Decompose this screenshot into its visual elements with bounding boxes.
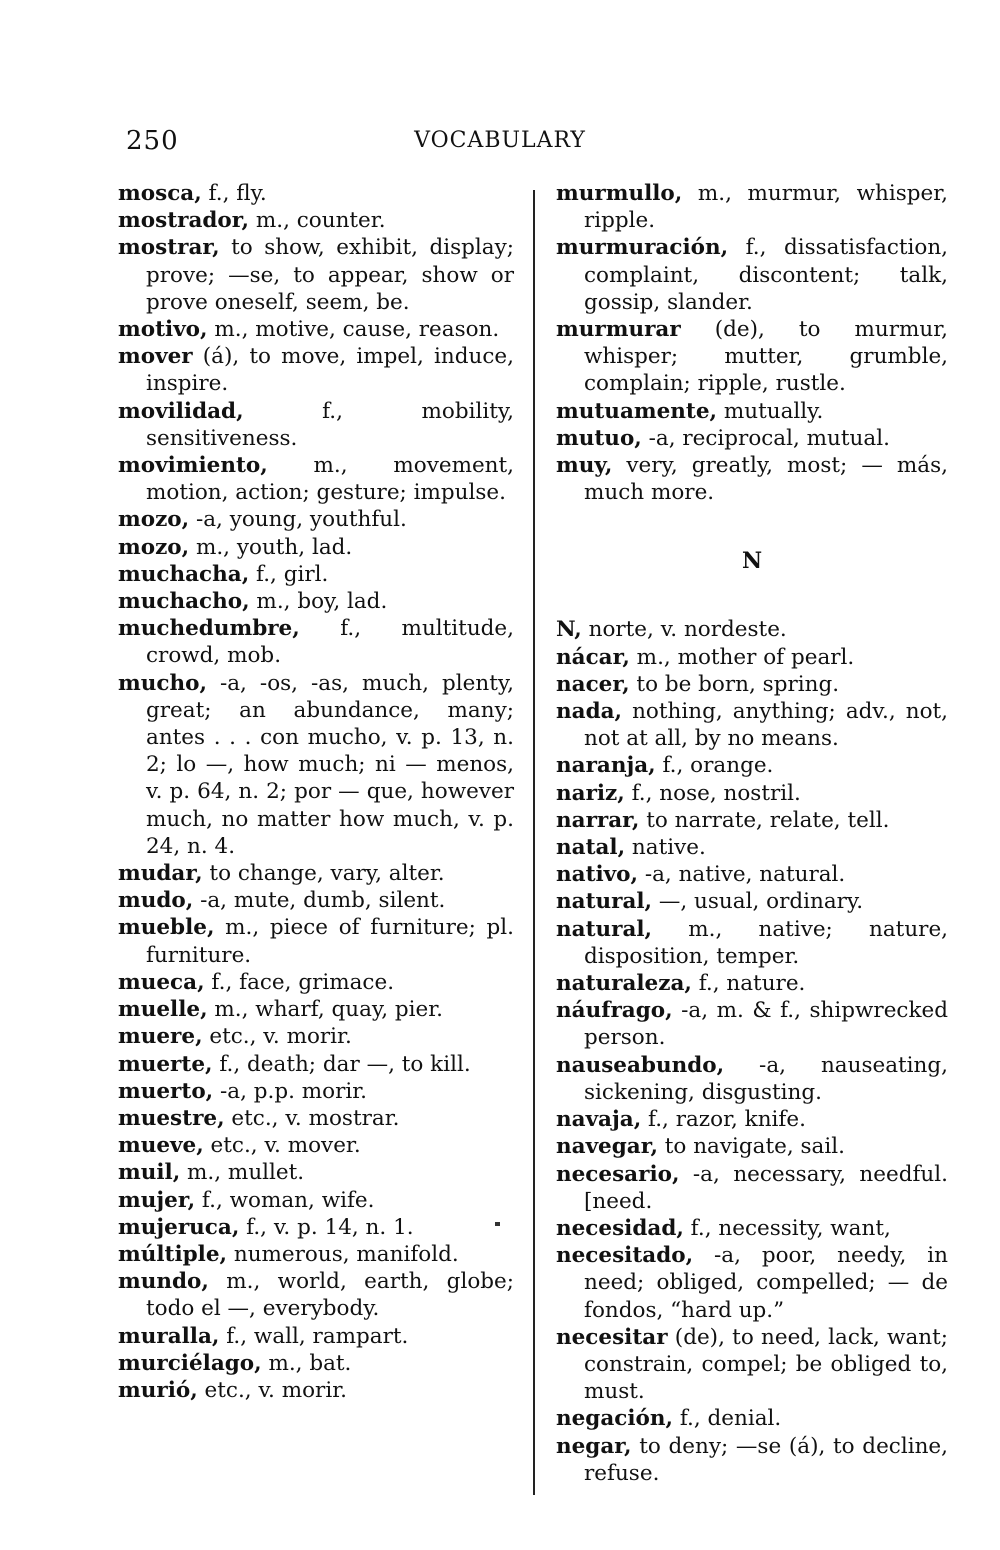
entry-definition: f., wall, rampart. [219, 1323, 409, 1349]
entry-headword: movilidad, [118, 398, 244, 424]
entry-definition: f., mobility, sensitiveness. [146, 398, 514, 451]
entry-definition: f., face, grimace. [204, 969, 395, 995]
entry-definition: f., nature. [691, 971, 806, 997]
dictionary-entry [556, 698, 948, 752]
entry-headword: mutuo, [556, 425, 642, 451]
entry-headword: navaja, [556, 1107, 642, 1133]
entry-definition: m., youth, lad. [189, 534, 353, 560]
dictionary-entry [118, 1023, 514, 1050]
entry-headword: mozo, [118, 534, 190, 560]
dictionary-entry [556, 1052, 948, 1106]
dictionary-entry [118, 914, 514, 968]
entry-headword: naturaleza, [556, 971, 692, 997]
entry-headword: mudo, [118, 888, 194, 914]
dictionary-entry [118, 452, 514, 506]
entry-definition: f., v. p. 14, n. 1. [239, 1214, 414, 1240]
dictionary-entry [556, 807, 948, 834]
entry-headword: mostrar, [118, 235, 220, 261]
dictionary-entry [118, 1377, 514, 1404]
entry-definition: m., mullet. [180, 1160, 305, 1186]
dictionary-entry [118, 316, 514, 343]
entry-headword: negación, [556, 1406, 673, 1432]
entry-definition: m., counter. [249, 208, 386, 234]
dictionary-entry [118, 1187, 514, 1214]
entry-headword: mucho, [118, 670, 207, 696]
entry-definition: to be born, spring. [629, 671, 840, 697]
entry-definition: -a, young, youthful. [189, 507, 407, 533]
left-column [118, 180, 514, 1404]
entry-definition: m., wharf, quay, pier. [207, 997, 443, 1023]
entry-definition: to narrate, relate, tell. [639, 807, 890, 833]
entry-headword: mover [118, 344, 193, 370]
entry-headword: necesitado, [556, 1243, 694, 1269]
entry-headword: muchacha, [118, 561, 250, 587]
entry-headword: murió, [118, 1377, 198, 1403]
dictionary-entry [118, 561, 514, 588]
entry-headword: mujer, [118, 1187, 196, 1213]
entry-definition: f., dissatisfaction, complaint, discontent; talk, gossip, slander. [584, 235, 948, 315]
dictionary-entry [118, 1268, 514, 1322]
entry-headword: nauseabundo, [556, 1052, 725, 1078]
dictionary-entry [556, 970, 948, 997]
entry-headword: motivo, [118, 317, 208, 343]
entry-definition: f., nose, nostril. [624, 780, 801, 806]
dictionary-entry [118, 534, 514, 561]
entry-definition: etc., v. mostrar. [224, 1105, 400, 1131]
dictionary-entry [118, 1105, 514, 1132]
dictionary-entry [118, 1241, 514, 1268]
entry-definition: (de), to need, lack, want; constrain, compel; be obliged to, must. [584, 1324, 948, 1405]
entry-definition: -a, -os, -as, much, plenty, great; an abundance, many; antes . . . con mucho, v. p. 13, n. 2; lo —, how much; ni — menos, v. p. 64, n. 2; por — que, however much, no matter how much, v. p. 24, n. 4. [146, 670, 514, 859]
entry-headword: navegar, [556, 1134, 658, 1160]
entry-headword: mujeruca, [118, 1214, 240, 1240]
entry-headword: múltiple, [118, 1241, 228, 1267]
entry-definition: m., movement, motion, action; gesture; impulse. [146, 453, 514, 506]
dictionary-entry [556, 671, 948, 698]
entry-headword: mutuamente, [556, 398, 718, 424]
entry-definition: m., mother of pearl. [629, 644, 855, 670]
entry-definition: to navigate, sail. [657, 1134, 845, 1160]
entry-definition: f., woman, wife. [195, 1187, 375, 1213]
running-head: VOCABULARY [414, 128, 586, 153]
dictionary-entry [118, 343, 514, 397]
entry-headword: muchacho, [118, 589, 250, 615]
entry-definition: m., world, earth, globe; todo el —, everybody. [146, 1269, 514, 1322]
dictionary-entry [118, 1051, 514, 1078]
dictionary-entry [118, 180, 514, 207]
dictionary-entry [118, 887, 514, 914]
entry-definition: etc., v. morir. [202, 1024, 352, 1050]
dictionary-entry [118, 398, 514, 452]
entry-definition: —, usual, ordinary. [652, 889, 864, 915]
entry-headword: nariz, [556, 780, 625, 806]
entry-headword: nada, [556, 699, 623, 725]
entry-headword: natal, [556, 835, 626, 861]
entry-headword: murmurar [556, 317, 681, 343]
entry-headword: náufrago, [556, 998, 673, 1024]
dictionary-entry [556, 316, 948, 398]
dictionary-entry [556, 1242, 948, 1324]
entry-definition: -a, p.p. morir. [213, 1078, 368, 1104]
dictionary-entry [118, 996, 514, 1023]
dictionary-entry [556, 1106, 948, 1133]
entry-definition: nothing, anything; adv., not, not at all, by no means. [584, 699, 948, 752]
entry-definition: f., fly. [201, 181, 267, 206]
dictionary-entry [556, 1133, 948, 1160]
entry-headword: muil, [118, 1160, 181, 1186]
entry-headword: mosca, [118, 181, 202, 206]
right-entries-bottom [556, 616, 948, 1487]
dictionary-entry [556, 834, 948, 861]
entry-headword: nácar, [556, 644, 630, 670]
dictionary-entry [556, 752, 948, 779]
dictionary-entry [556, 616, 948, 643]
entry-definition: norte, v. nordeste. [581, 617, 787, 643]
entry-headword: negar, [556, 1433, 632, 1459]
entry-definition: very, greatly, most; — más, much more. [584, 453, 948, 506]
dictionary-entry [556, 1433, 948, 1487]
entry-headword: muralla, [118, 1323, 220, 1349]
entry-headword: natural, [556, 889, 653, 915]
section-letter: N [741, 548, 763, 575]
entry-definition: to change, vary, alter. [202, 861, 445, 887]
entry-definition: m., boy, lad. [249, 589, 388, 615]
dictionary-entry [118, 1214, 514, 1241]
entry-headword: mueble, [118, 915, 215, 941]
dictionary-entry [556, 861, 948, 888]
dictionary-entry [556, 1324, 948, 1406]
page-number: 250 [126, 126, 179, 156]
dictionary-entry [556, 452, 948, 506]
entry-headword: murmuración, [556, 235, 729, 261]
dictionary-entry [118, 615, 514, 669]
dictionary-entry [556, 234, 948, 316]
entry-headword: muelle, [118, 997, 208, 1023]
entry-headword: necesidad, [556, 1215, 684, 1241]
dictionary-entry [118, 588, 514, 615]
dictionary-entry [118, 506, 514, 533]
entry-headword: mueca, [118, 969, 205, 995]
dictionary-entry [118, 1323, 514, 1350]
entry-headword: movimiento, [118, 453, 268, 479]
entry-headword: muere, [118, 1024, 203, 1050]
entry-definition: etc., v. mover. [203, 1133, 361, 1159]
right-column [556, 180, 948, 1487]
entry-headword: necesitar [556, 1324, 668, 1350]
dictionary-entry [556, 1161, 948, 1215]
dictionary-entry [556, 1405, 948, 1432]
right-entries-top [556, 180, 948, 506]
dictionary-entry [118, 234, 514, 316]
entry-headword: mostrador, [118, 208, 250, 234]
entry-definition: f., denial. [673, 1406, 782, 1432]
dictionary-entry [556, 780, 948, 807]
entry-definition: (de), to murmur, whisper; mutter, grumble, complain; ripple, rustle. [584, 317, 948, 397]
entry-headword: naranja, [556, 753, 656, 779]
entry-definition: f., girl. [249, 561, 329, 587]
entry-headword: nacer, [556, 671, 630, 697]
entry-definition: f., orange. [655, 753, 774, 779]
entry-headword: muerto, [118, 1078, 214, 1104]
entry-definition: m., bat. [261, 1350, 352, 1376]
entry-headword: muchedumbre, [118, 616, 300, 642]
dictionary-entry [118, 1350, 514, 1377]
entry-headword: murmullo, [556, 181, 683, 206]
entry-definition: f., multitude, crowd, mob. [146, 616, 514, 669]
dictionary-entry [118, 860, 514, 887]
entry-headword: mueve, [118, 1133, 204, 1159]
stray-ink-mark [495, 1222, 500, 1226]
entry-headword: narrar, [556, 807, 640, 833]
entry-definition: m., piece of furniture; pl. furniture. [146, 915, 514, 968]
entry-headword: natural, [556, 916, 653, 942]
dictionary-entry [556, 888, 948, 915]
dictionary-entry [118, 1159, 514, 1186]
entry-definition: -a, nauseating, sickening, disgusting. [584, 1052, 948, 1105]
dictionary-entry [556, 1215, 948, 1242]
entry-definition: numerous, manifold. [227, 1241, 459, 1267]
dictionary-entry [556, 398, 948, 425]
dictionary-entry [118, 969, 514, 996]
dictionary-entry [556, 180, 948, 234]
entry-headword: necesario, [556, 1161, 680, 1187]
entry-headword: muerte, [118, 1051, 213, 1077]
entry-definition: native. [625, 835, 706, 861]
entry-definition: to show, exhibit, display; prove; —se, to appear, show or prove oneself, seem, be. [146, 235, 514, 315]
entry-definition: -a, poor, needy, in need; obliged, compelled; — de fondos, “hard up.” [584, 1243, 948, 1323]
entry-headword: mundo, [118, 1269, 209, 1295]
dictionary-entry [118, 1078, 514, 1105]
entry-headword: muestre, [118, 1105, 225, 1131]
entry-definition: m., murmur, whisper, ripple. [584, 181, 948, 234]
entry-headword: nativo, [556, 862, 638, 888]
entry-headword: muy, [556, 453, 613, 479]
dictionary-entry [556, 644, 948, 671]
entry-definition: (á), to move, impel, induce, inspire. [146, 344, 514, 397]
column-divider [533, 190, 535, 1495]
entry-headword: N, [556, 617, 582, 643]
dictionary-entry [118, 207, 514, 234]
dictionary-entry [118, 1132, 514, 1159]
entry-definition: -a, native, natural. [637, 862, 846, 888]
entry-definition: -a, m. & f., shipwrecked person. [584, 998, 948, 1051]
entry-definition: to deny; —se (á), to decline, refuse. [584, 1433, 948, 1486]
entry-headword: mudar, [118, 861, 203, 887]
entry-definition: -a, necessary, needful. [need. [584, 1161, 948, 1214]
entry-definition: -a, mute, dumb, silent. [193, 888, 446, 914]
entry-headword: mozo, [118, 507, 190, 533]
dictionary-entry [118, 670, 514, 860]
entry-definition: etc., v. morir. [197, 1377, 347, 1403]
entry-definition: m., native; nature, disposition, temper. [584, 916, 948, 969]
entry-definition: mutually. [717, 398, 824, 424]
dictionary-entry [556, 916, 948, 970]
dictionary-entry [556, 425, 948, 452]
entry-definition: m., motive, cause, reason. [207, 317, 500, 343]
entry-definition: f., necessity, want, [683, 1215, 891, 1241]
entry-definition: f., razor, knife. [641, 1107, 806, 1133]
dictionary-entry [556, 997, 948, 1051]
entry-definition: -a, reciprocal, mutual. [641, 425, 890, 451]
entry-headword: murciélago, [118, 1350, 262, 1376]
entry-definition: f., death; dar —, to kill. [212, 1051, 471, 1077]
